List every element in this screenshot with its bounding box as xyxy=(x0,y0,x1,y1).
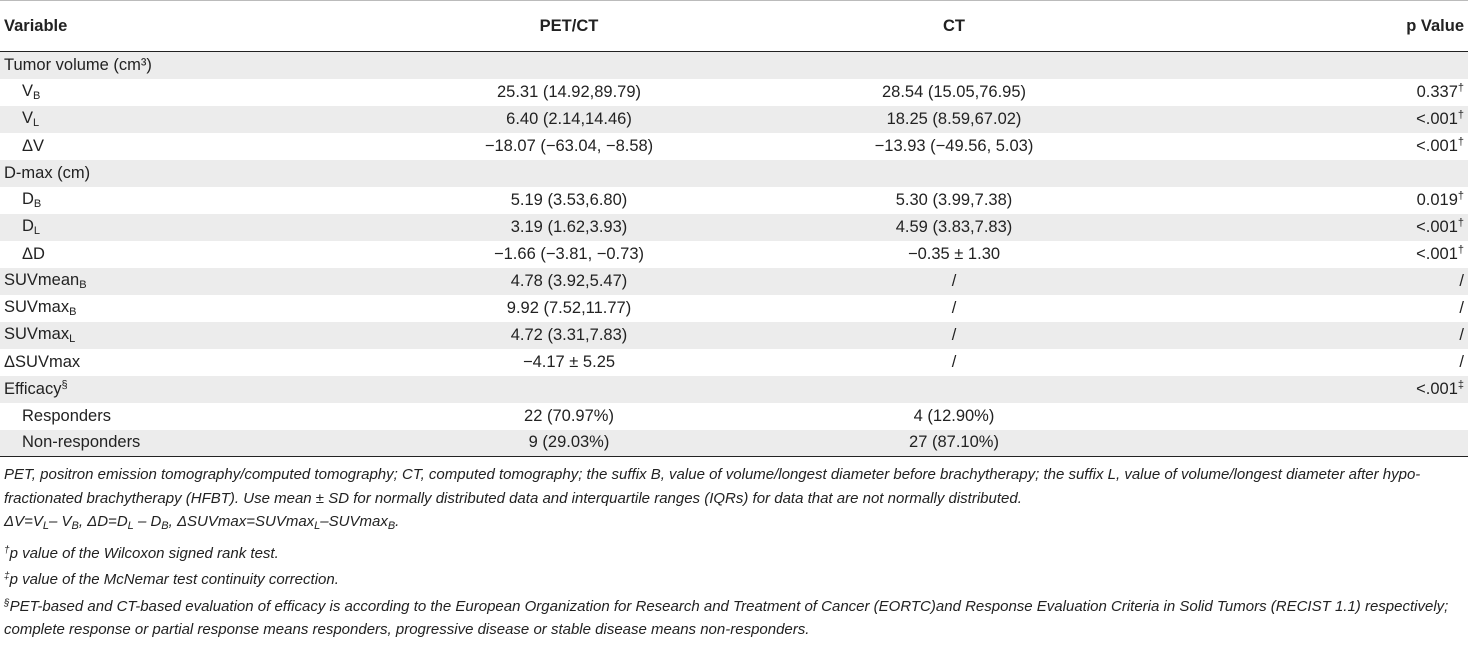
cell-variable: ΔV xyxy=(22,136,45,155)
cell-ct xyxy=(704,160,1204,187)
table-row xyxy=(0,79,1468,106)
cell-petct: −4.17 ± 5.25 xyxy=(522,352,616,371)
cell-pvalue: <.001† xyxy=(1416,217,1464,236)
cell-petct: −1.66 (−3.81, −0.73) xyxy=(494,244,644,263)
header-row xyxy=(0,1,1468,52)
cell-variable: D-max (cm) xyxy=(4,163,91,182)
cell-petct: 6.40 (2.14,14.46) xyxy=(506,109,632,128)
cell-variable: $V_B$ xyxy=(22,82,41,102)
table-row xyxy=(0,133,1468,160)
cell-variable: $D_L$ xyxy=(22,217,41,237)
table-row xyxy=(0,106,1468,133)
footnote-dagger: †p value of the Wilcoxon signed rank test. xyxy=(4,544,279,562)
table-row xyxy=(0,376,1468,403)
cell-pvalue: 0.019† xyxy=(1416,190,1464,209)
cell-petct: 4.78 (3.92,5.47) xyxy=(510,271,628,290)
cell-petct: 9.92 (7.52,11.77) xyxy=(506,298,632,317)
cell-petct xyxy=(434,52,704,79)
cell-petct: 5.19 (3.53,6.80) xyxy=(510,190,628,209)
footnote-formulas: $\Delta V=V_L-$ $V_B$, $\Delta D=D_L - D_B$, ΔSUVmax=SUVmax$_L$–SUVmax$_B$. xyxy=(4,513,400,532)
cell-variable: Responders xyxy=(22,406,111,425)
cell-petct: 9 (29.03%) xyxy=(434,430,704,457)
cell-variable: SUVmax$_L$ xyxy=(4,325,76,345)
table-row xyxy=(0,241,1468,268)
cell-ct xyxy=(704,52,1204,79)
footnote-double-dagger: ‡p value of the McNemar test continuity correction. xyxy=(4,571,339,588)
table-row xyxy=(0,430,1468,457)
cell-variable: $V_L$ xyxy=(22,109,40,129)
cell-variable: Tumor volume (cm³) xyxy=(4,55,152,74)
cell-petct xyxy=(434,376,704,403)
cell-ct: / xyxy=(951,271,957,290)
cell-petct: 4.72 (3.31,7.83) xyxy=(510,325,628,344)
cell-pvalue: / xyxy=(1459,298,1464,317)
table-row xyxy=(0,268,1468,295)
cell-ct: 4.59 (3.83,7.83) xyxy=(895,217,1013,236)
cell-petct: 25.31 (14.92,89.79) xyxy=(496,82,642,101)
cell-variable: $D_B$ xyxy=(22,190,42,210)
table-row xyxy=(0,214,1468,241)
header-pvalue: p Value xyxy=(1204,1,1468,52)
cell-petct: 22 (70.97%) xyxy=(524,406,614,425)
cell-pvalue: <.001† xyxy=(1416,244,1464,263)
footnote-abbreviations: PET, positron emission tomography/computed tomography; CT, computed tomography; the suffix B, value of volume/longest diameter before brachytherapy; the suffix L, value of volume/longest diameter after hypo-fractionated brachytherapy (HFBT). Use mean ± SD for normally distributed data and interquartile ranges (IQRs) for data that are not normally distributed. xyxy=(4,466,1421,507)
table-row xyxy=(0,322,1468,349)
cell-variable: Non-responders xyxy=(0,430,434,457)
cell-ct: 4 (12.90%) xyxy=(913,406,995,425)
cell-variable: Efficacy§ xyxy=(4,379,68,398)
header-variable: Variable xyxy=(0,1,434,52)
header-ct: CT xyxy=(704,1,1204,52)
table-row xyxy=(0,160,1468,187)
cell-ct: / xyxy=(951,298,957,317)
cell-ct: −0.35 ± 1.30 xyxy=(907,244,1001,263)
cell-variable: ΔSUVmax xyxy=(4,352,81,371)
cell-ct: / xyxy=(951,325,957,344)
table-row xyxy=(0,295,1468,322)
table-row xyxy=(0,403,1468,430)
cell-petct: −18.07 (−63.04, −8.58) xyxy=(484,136,654,155)
cell-petct xyxy=(434,160,704,187)
cell-pvalue: / xyxy=(1459,352,1464,371)
cell-ct: 5.30 (3.99,7.38) xyxy=(895,190,1013,209)
cell-ct xyxy=(704,376,1204,403)
table-row xyxy=(0,187,1468,214)
cell-ct: 28.54 (15.05,76.95) xyxy=(881,82,1027,101)
cell-ct: 27 (87.10%) xyxy=(704,430,1204,457)
table-row xyxy=(0,349,1468,376)
cell-pvalue: <.001† xyxy=(1416,109,1464,128)
table-body xyxy=(0,52,1468,457)
table-row xyxy=(0,52,1468,79)
cell-pvalue xyxy=(1204,52,1468,79)
header-petct: PET/CT xyxy=(434,1,704,52)
cell-variable: SUVmean$_B$ xyxy=(4,271,87,291)
cell-pvalue xyxy=(1204,403,1468,430)
cell-pvalue: <.001† xyxy=(1416,136,1464,155)
cell-pvalue xyxy=(1204,160,1468,187)
cell-petct: 3.19 (1.62,3.93) xyxy=(510,217,628,236)
cell-pvalue: / xyxy=(1459,325,1464,344)
cell-variable: SUVmax$_B$ xyxy=(4,298,77,318)
table-footnotes xyxy=(0,457,1460,642)
cell-ct: 18.25 (8.59,67.02) xyxy=(886,109,1022,128)
cell-pvalue: <.001‡ xyxy=(1416,379,1464,398)
cell-pvalue: / xyxy=(1459,271,1464,290)
cell-ct: / xyxy=(951,352,957,371)
footnote-section: §PET-based and CT-based evaluation of efficacy is according to the European Organization for Research and Treatment of Cancer (EORTC)and Response Evaluation Criteria in Solid Tumors (RECIST 1.1) respectively; complete response or partial response means responders, progressive disease or stable disease means non-responders. xyxy=(4,597,1449,638)
cell-variable: ΔD xyxy=(22,244,45,263)
cell-pvalue xyxy=(1204,430,1468,457)
cell-pvalue: 0.337† xyxy=(1416,82,1464,101)
cell-ct: −13.93 (−49.56, 5.03) xyxy=(874,136,1034,155)
